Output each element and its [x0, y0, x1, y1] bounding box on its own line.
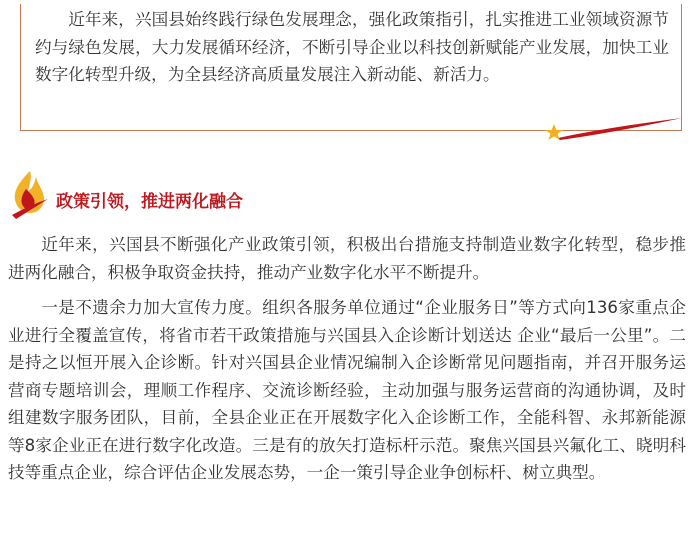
intro-paragraph: 近年来，兴国县始终践行绿色发展理念，强化政策指引，扎实推进工业领域资源节约与绿色发展，大力发展循环经济，不断引导企业以科技创新赋能产业发展，加快工业数字化转型升级，为全县经济高质量发展注入新动能、新活力。 [35, 10, 669, 84]
body-paragraph-2: 一是不遗余力加大宣传力度。组织各服务单位通过“企业服务日”等方式向136家重点企业进行全覆盖宣传，将省市若干政策措施与兴国县入企诊断计划送达 企业“最后一公里”。二是持之以恒开展入企诊断。针对兴国县企业情况编制入企诊断常见问题指南，并召开服务运营商专题培训会，理顺工作程序、交流诊断经验，主动加强与服务运营商的沟通协调，及时组建数字服务团队，目前，全县企业正在开展数字化入企诊断工作，全能科智、永邦新能源等8家企业正在进行数字化改造。三是有的放矢打造标杆示范。聚焦兴国县兴氟化工、晓明科技等重点企业，综合评估企业发展态势，一企一策引导企业争创标杆、树立典型。 [8, 298, 686, 482]
section-heading [8, 169, 308, 221]
body-paragraph-1: 近年来，兴国县不断强化产业政策引领，积极出台措施支持制造业数字化转型，稳步推进两化融合，积极争取资金扶持，推动产业数字化水平不断提升。 [8, 235, 686, 282]
star-swoosh-icon [544, 118, 684, 148]
torch-flame-icon [8, 169, 52, 221]
section-title: 政策引领，推进两化融合 [56, 192, 243, 212]
